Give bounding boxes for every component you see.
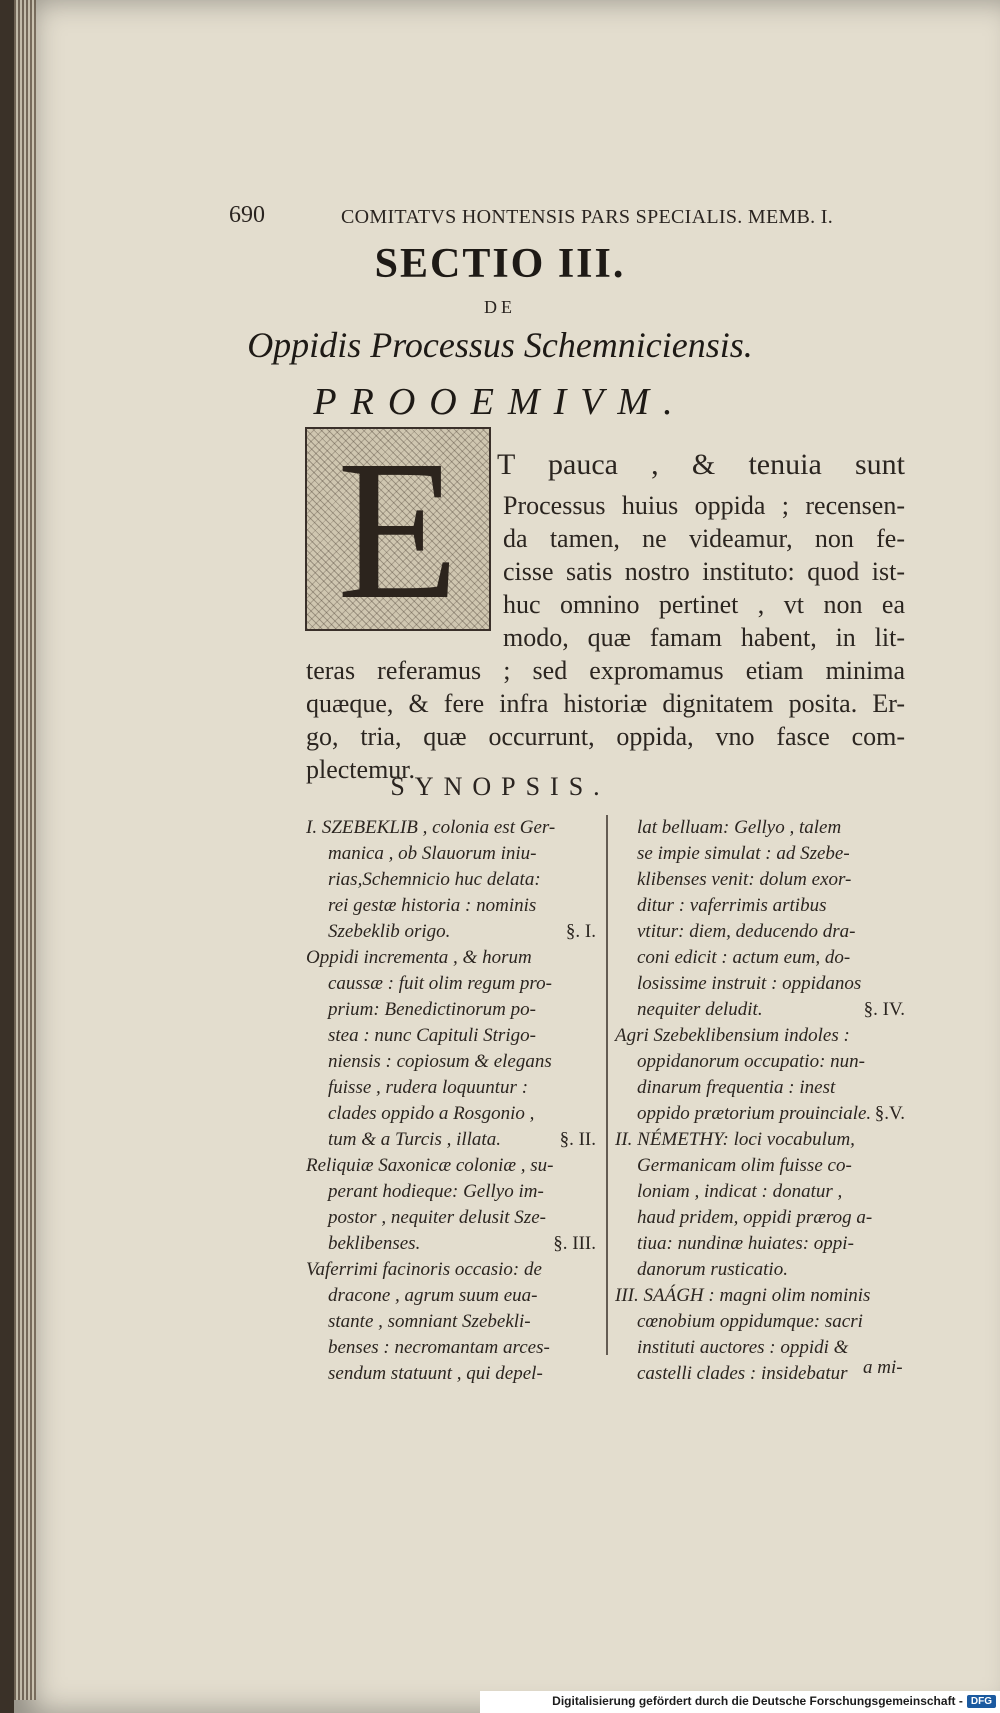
column-divider	[606, 815, 608, 1355]
running-title: COMITATVS HONTENSIS PARS SPECIALIS. MEMB. I.	[341, 206, 834, 228]
synopsis-line-text: klibenses venit: dolum exor-	[637, 869, 852, 890]
synopsis-line	[615, 867, 905, 893]
section-subtitle: Oppidis Processus Schemniciensis.	[247, 325, 753, 365]
decorated-initial	[305, 420, 491, 641]
synopsis-line	[306, 919, 596, 945]
synopsis-line-text: sendum statuunt , qui depel-	[328, 1363, 543, 1384]
synopsis-line-text: III. SAÁGH : magni olim nominis	[615, 1285, 871, 1306]
synopsis-line	[615, 971, 905, 997]
synopsis-line	[615, 893, 905, 919]
synopsis-line	[306, 1075, 596, 1101]
synopsis-line-text: fuisse , rudera loquuntur :	[328, 1077, 529, 1098]
synopsis-line-text: manica , ob Slauorum iniu-	[328, 843, 537, 864]
synopsis-line	[306, 893, 596, 919]
synopsis-line	[615, 1101, 905, 1127]
synopsis-line-text: caussæ : fuit olim regum pro-	[328, 973, 552, 994]
synopsis-line-text: rias,Schemnicio huc delata:	[328, 869, 541, 890]
synopsis-line	[615, 1231, 905, 1257]
synopsis-line-text: clades oppido a Rosgonio ,	[328, 1103, 535, 1124]
synopsis-line	[306, 815, 596, 841]
synopsis-line-text: Szebeklib origo.	[328, 921, 451, 942]
synopsis-line	[306, 1335, 596, 1361]
synopsis-line-text: stante , somniant Szebekli-	[328, 1311, 531, 1332]
synopsis-line-text: Germanicam olim fuisse co-	[637, 1155, 852, 1176]
synopsis-line-text: nequiter deludit.	[637, 999, 763, 1020]
section-ref: §. I.	[565, 921, 596, 942]
body-line: modo, quæ famam habent, in lit-	[503, 623, 905, 652]
synopsis-line-text: rei gestæ historia : nominis	[328, 895, 537, 916]
footer-credit	[552, 1693, 996, 1709]
body-line: huc omnino pertinet , vt non ea	[503, 590, 905, 619]
synopsis-right-column	[615, 815, 905, 1387]
synopsis-line-text: tum & a Turcis , illata.	[328, 1129, 501, 1150]
synopsis-line	[615, 1153, 905, 1179]
synopsis-line	[306, 1127, 596, 1153]
synopsis-line	[615, 1335, 905, 1361]
synopsis-line-text: Oppidi incrementa , & horum	[306, 947, 532, 968]
catchword: a mi-	[863, 1357, 903, 1378]
section-ref: §. III.	[553, 1233, 596, 1254]
section-ref: §.V.	[874, 1103, 905, 1124]
synopsis-line	[306, 1153, 596, 1179]
synopsis-line	[615, 1127, 905, 1153]
synopsis-line-text: oppidanorum occupatio: nun-	[637, 1051, 865, 1072]
synopsis-line-text: se impie simulat : ad Szebe-	[637, 843, 850, 864]
synopsis-line-text: niensis : copiosum & elegans	[328, 1051, 552, 1072]
synopsis-line-text: oppido prætorium prouinciale.	[637, 1103, 872, 1124]
synopsis-line-text: castelli clades : insidebatur	[637, 1363, 848, 1384]
synopsis-line	[615, 1179, 905, 1205]
synopsis-line-text: lat belluam: Gellyo , talem	[637, 817, 842, 838]
synopsis-line-text: cœnobium oppidumque: sacri	[637, 1311, 863, 1332]
page-number: 690	[229, 202, 265, 228]
section-ref: §. II.	[559, 1129, 596, 1150]
synopsis-line	[615, 1205, 905, 1231]
synopsis-line-text: prium: Benedictinorum po-	[328, 999, 536, 1020]
synopsis-line-text: dinarum frequentia : inest	[637, 1077, 836, 1098]
body-line: cisse satis nostro instituto: quod ist-	[503, 557, 905, 586]
synopsis-line	[615, 1075, 905, 1101]
synopsis-line	[615, 1023, 905, 1049]
synopsis-line	[306, 1231, 596, 1257]
body-line: Processus huius oppida ; recensen-	[503, 491, 905, 520]
synopsis-line	[615, 997, 905, 1023]
synopsis-line-text: loniam , indicat : donatur ,	[637, 1181, 843, 1202]
synopsis-line-text: beklibenses.	[328, 1233, 421, 1254]
synopsis-title: SYNOPSIS.	[390, 772, 610, 801]
synopsis-line	[306, 997, 596, 1023]
body-line: teras referamus ; sed expromamus etiam minima	[306, 656, 905, 685]
synopsis-line-text: perant hodieque: Gellyo im-	[328, 1181, 544, 1202]
synopsis-line-text: dracone , agrum suum eua-	[328, 1285, 538, 1306]
synopsis-line	[306, 1179, 596, 1205]
synopsis-line	[306, 867, 596, 893]
synopsis-line-text: Agri Szebeklibensium indoles :	[615, 1025, 850, 1046]
synopsis-line	[615, 1049, 905, 1075]
body-line: da tamen, ne videamur, non fe-	[503, 524, 905, 553]
synopsis-line	[306, 1023, 596, 1049]
synopsis-line	[615, 1257, 905, 1283]
synopsis-line	[306, 945, 596, 971]
synopsis-line-text: ditur : vaferrimis artibus	[637, 895, 827, 916]
initial-letter: E	[336, 420, 460, 641]
synopsis-line	[615, 919, 905, 945]
synopsis-line-text: II. NÉMETHY: loci vocabulum,	[615, 1129, 855, 1150]
synopsis-line	[306, 1257, 596, 1283]
dfg-logo: DFG	[967, 1695, 996, 1708]
footer-text: Digitalisierung gefördert durch die Deutsche Forschungsgemeinschaft -	[552, 1694, 963, 1708]
synopsis-line	[306, 841, 596, 867]
synopsis-line-text: postor , nequiter delusit Sze-	[328, 1207, 546, 1228]
synopsis-line-text: Reliquiæ Saxonicæ coloniæ , su-	[306, 1155, 554, 1176]
synopsis-line-text: danorum rusticatio.	[637, 1259, 788, 1280]
synopsis-line	[306, 1101, 596, 1127]
synopsis-line-text: benses : necromantam arces-	[328, 1337, 550, 1358]
synopsis-line-text: coni edicit : actum eum, do-	[637, 947, 851, 968]
synopsis-line	[306, 1205, 596, 1231]
synopsis-line-text: I. SZEBEKLIB , colonia est Ger-	[306, 817, 556, 838]
synopsis-line-text: losissime instruit : oppidanos	[637, 973, 862, 994]
synopsis-line	[306, 971, 596, 997]
synopsis-line	[306, 1283, 596, 1309]
synopsis-line-text: tiua: nundinæ huiates: oppi-	[637, 1233, 854, 1254]
synopsis-line	[615, 1283, 905, 1309]
synopsis-line	[615, 815, 905, 841]
synopsis-line	[615, 1361, 905, 1387]
section-ref: §. IV.	[863, 999, 905, 1020]
synopsis-line-text: haud pridem, oppidi prærog a-	[637, 1207, 873, 1228]
synopsis-line	[615, 841, 905, 867]
body-line: T pauca , & tenuia sunt	[497, 448, 905, 481]
body-line: plectemur.	[306, 755, 416, 784]
synopsis-left-column	[306, 815, 596, 1387]
synopsis-line	[306, 1049, 596, 1075]
synopsis-line	[306, 1361, 596, 1387]
prooemium-heading: PROOEMIVM.	[313, 381, 687, 423]
body-line: quæque, & fere infra historiæ dignitatem posita. Er-	[306, 689, 905, 718]
body-line: go, tria, quæ occurrunt, oppida, vno fasce com-	[306, 722, 905, 751]
synopsis-line-text: instituti auctores : oppidi &	[637, 1337, 849, 1358]
synopsis-line	[306, 1309, 596, 1335]
synopsis-line-text: Vaferrimi facinoris occasio: de	[306, 1259, 542, 1280]
synopsis-line-text: stea : nunc Capituli Strigo-	[328, 1025, 536, 1046]
synopsis-line-text: vtitur: diem, deducendo dra-	[637, 921, 856, 942]
synopsis-line	[615, 945, 905, 971]
running-head	[229, 202, 889, 242]
synopsis-line	[615, 1309, 905, 1335]
section-title: SECTIO III.	[374, 241, 626, 287]
section-de: DE	[484, 297, 516, 317]
